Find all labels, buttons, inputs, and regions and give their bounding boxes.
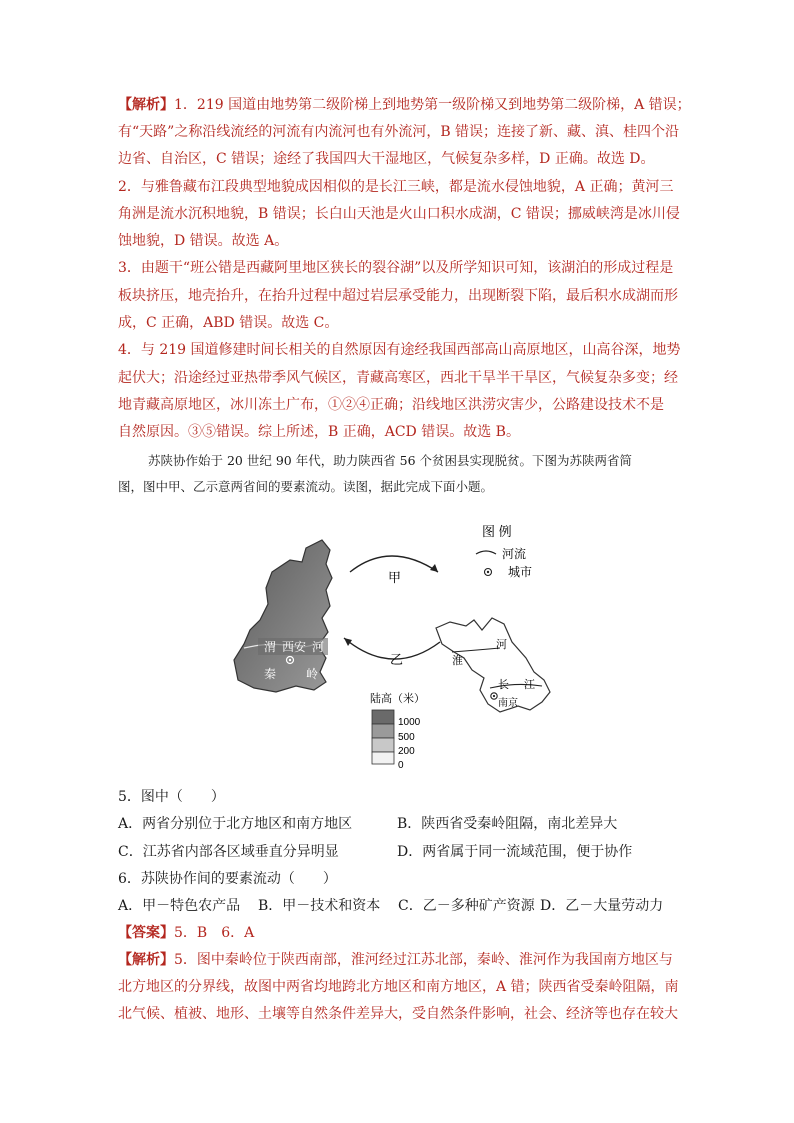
q6-option-b[interactable]: B．甲－技术和资本 bbox=[258, 898, 381, 914]
elev-value-200: 200 bbox=[398, 746, 415, 757]
analysis1-line-10: 4．与 219 国道修建时间长相关的自然原因有途经我国西部高山高原地区，山高谷深，地势 bbox=[118, 342, 681, 358]
analysis-label: 【解析】 bbox=[118, 97, 174, 113]
label-ling: 岭 bbox=[306, 667, 319, 681]
analysis1-line-3: 边省、自治区，C 错误；途经了我国四大干湿地区，气候复杂多样，D 正确。故选 D。 bbox=[118, 151, 655, 167]
analysis2-line-1: 【解析】5．图中秦岭位于陕西南部，淮河经过江苏北部，秦岭、淮河作为我国南方地区与 bbox=[118, 952, 673, 968]
elev-swatch-500 bbox=[372, 724, 394, 738]
legend-river-label: 河流 bbox=[502, 547, 527, 561]
analysis1-line-4: 2．与雅鲁藏布江段典型地貌成因相似的是长江三峡，都是流水侵蚀地貌，A 正确；黄河三 bbox=[118, 179, 674, 195]
legend-title: 图 例 bbox=[482, 524, 512, 539]
label-he-jiangsu: 河 bbox=[496, 639, 507, 651]
elevation-legend-title: 陆高（米） bbox=[370, 693, 425, 705]
q6-option-a[interactable]: A．甲－特色农产品 bbox=[118, 898, 241, 914]
intro-line-1: 苏陕协作始于 20 世纪 90 年代，助力陕西省 56 个贫困县实现脱贫。下图为苏陕两省简 bbox=[148, 453, 633, 468]
q6-option-d[interactable]: D．乙－大量劳动力 bbox=[540, 898, 664, 914]
analysis1-line-7: 3．由题干“班公错是西藏阿里地区狭长的裂谷湖”以及所学知识可知，该湖泊的形成过程是 bbox=[118, 260, 674, 276]
label-jiang: 江 bbox=[524, 679, 535, 691]
elev-swatch-200 bbox=[372, 738, 394, 752]
intro-line-2: 图，图中甲、乙示意两省间的要素流动。读图，据此完成下面小题。 bbox=[118, 479, 494, 494]
elev-value-500: 500 bbox=[398, 732, 415, 743]
analysis2-line-2: 北方地区的分界线，故图中两省均地跨北方地区和南方地区，A 错；陕西省受秦岭阻隔，南 bbox=[118, 979, 679, 995]
label-huai: 淮 bbox=[452, 655, 463, 667]
analysis1-line-5: 角洲是流水沉积地貌，B 错误；长白山天池是火山口积水成湖，C 错误；挪威峡湾是冰川侵 bbox=[118, 206, 680, 222]
analysis1-line-11: 起伏大；沿途经过亚热带季风气候区，青藏高寒区，西北干旱半干旱区，气候复杂多变；经 bbox=[118, 370, 678, 386]
elev-value-1000: 1000 bbox=[398, 717, 421, 728]
q6-option-c[interactable]: C．乙－多种矿产资源 bbox=[398, 898, 535, 914]
arrow-label-jia: 甲 bbox=[388, 570, 402, 585]
elev-value-0: 0 bbox=[398, 760, 404, 771]
map-figure bbox=[230, 520, 580, 775]
legend-city-label: 城市 bbox=[508, 565, 533, 579]
q5-option-b[interactable]: B．陕西省受秦岭阻隔，南北差异大 bbox=[397, 816, 618, 832]
answer-text: 5．B 6．A bbox=[174, 925, 255, 941]
analysis1-line-1: 【解析】1．219 国道由地势第二级阶梯上到地势第一级阶梯又到地势第二级阶梯，A 错误； bbox=[118, 97, 691, 113]
label-chang: 长 bbox=[498, 679, 509, 691]
q5-option-c[interactable]: C．江苏省内部各区域垂直分异明显 bbox=[118, 844, 339, 860]
label-he-shaanxi: 河 bbox=[312, 640, 325, 654]
elev-swatch-1000 bbox=[372, 710, 394, 724]
q5-option-a[interactable]: A．两省分别位于北方地区和南方地区 bbox=[118, 816, 353, 832]
q6-stem: 6．苏陕协作间的要素流动（ ） bbox=[118, 871, 337, 887]
q5-stem: 5．图中（ ） bbox=[118, 789, 225, 805]
label-nanjing: 南京 bbox=[498, 698, 518, 709]
analysis1-line-8: 板块挤压，地壳抬升，在抬升过程中超过岩层承受能力，出现断裂下陷，最后积水成湖而形 bbox=[118, 288, 678, 304]
answer-line bbox=[118, 924, 254, 942]
analysis1-line-6: 蚀地貌，D 错误。故选 A。 bbox=[118, 233, 289, 249]
q5-option-d[interactable]: D．两省属于同一流域范围，便于协作 bbox=[397, 844, 633, 860]
label-xian: 西安 bbox=[282, 640, 307, 654]
arrow-label-yi: 乙 bbox=[390, 652, 404, 667]
elev-swatch-0 bbox=[372, 752, 394, 764]
analysis2-line-3: 北气候、植被、地形、土壤等自然条件差异大，受自然条件影响，社会、经济等也存在较大 bbox=[118, 1006, 678, 1022]
analysis1-line-2: 有“天路”之称沿线流经的河流有内流河也有外流河，B 错误；连接了新、藏、滇、桂四个沿 bbox=[118, 124, 680, 140]
analysis1-line-13: 自然原因。③⑤错误。综上所述，B 正确，ACD 错误。故选 B。 bbox=[118, 424, 520, 440]
analysis1-line-9: 成，C 正确，ABD 错误。故选 C。 bbox=[118, 315, 339, 331]
label-wei: 渭 bbox=[264, 640, 277, 654]
label-qin: 秦 bbox=[264, 667, 277, 681]
answer-label: 【答案】 bbox=[118, 925, 174, 941]
analysis1-line-12: 地青藏高原地区，冰川冻土广布，①②④正确；沿线地区洪涝灾害少，公路建设技术不是 bbox=[118, 397, 664, 413]
analysis2-label: 【解析】 bbox=[118, 952, 174, 968]
legend-river-symbol bbox=[476, 551, 496, 554]
